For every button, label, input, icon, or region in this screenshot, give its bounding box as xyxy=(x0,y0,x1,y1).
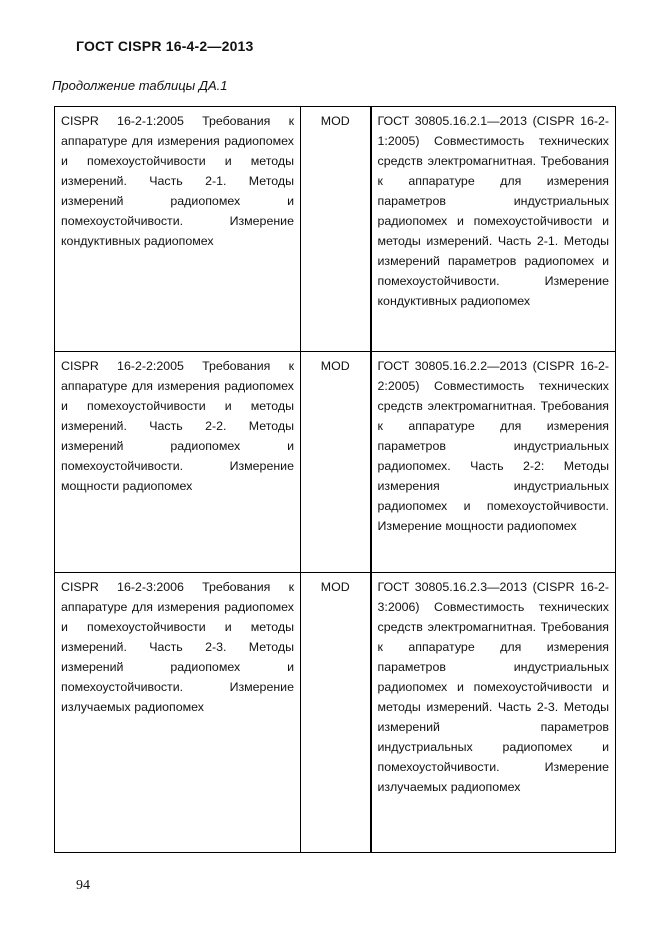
table-row xyxy=(55,352,616,573)
national-standard-cell: ГОСТ 30805.16.2.1—2013 (CISPR 16-2-1:2005) Совместимость технических средств электромагнитная. Требования к аппаратуре для измерения параметров индустриальных радиопомех и помехоустойчивости и методы измерений. Часть 2-1. Методы измерений параметров радиопомех и помехоустойчивости. Измерение кондуктивных радиопомех xyxy=(371,107,616,352)
correspondence-degree-cell: MOD xyxy=(301,107,371,352)
table-row xyxy=(55,107,616,352)
international-standard-cell: CISPR 16-2-1:2005 Требования к аппаратуре для измерения радиопомех и помехоустойчивости и методы измерений. Часть 2-1. Методы измерений радиопомех и помехоустойчивости. Измерение кондуктивных радиопомех xyxy=(55,107,301,352)
table-row xyxy=(55,573,616,853)
table-caption: Продолжение таблицы ДА.1 xyxy=(52,78,228,93)
page-number: 94 xyxy=(76,878,90,893)
national-standard-cell: ГОСТ 30805.16.2.2—2013 (CISPR 16-2-2:2005) Совместимость технических средств электромагнитная. Требования к аппаратуре для измерения параметров индустриальных радиопомех. Часть 2-2: Методы измерения индустриальных радиопомех и помехоустойчивости. Измерение мощности радиопомех xyxy=(371,352,616,573)
national-standard-cell: ГОСТ 30805.16.2.3—2013 (CISPR 16-2-3:2006) Совместимость технических средств электромагнитная. Требования к аппаратуре для измерения параметров индустриальных радиопомех и помехоустойчивости и методы измерений. Часть 2-3. Методы измерений параметров индустриальных радиопомех и помехоустойчивости. Измерение излучаемых радиопомех xyxy=(371,573,616,853)
international-standard-cell: CISPR 16-2-2:2005 Требования к аппаратуре для измерения радиопомех и помехоустойчивости и методы измерений. Часть 2-2. Методы измерений радиопомех и помехоустойчивости. Измерение мощности радиопомех xyxy=(55,352,301,573)
correspondence-degree-cell: MOD xyxy=(301,352,371,573)
document-header: ГОСТ CISPR 16-4-2—2013 xyxy=(76,38,254,54)
standards-correspondence-table xyxy=(54,106,616,853)
international-standard-cell: CISPR 16-2-3:2006 Требования к аппаратуре для измерения радиопомех и помехоустойчивости и методы измерений. Часть 2-3. Методы измерений радиопомех и помехоустойчивости. Измерение излучаемых радиопомех xyxy=(55,573,301,853)
correspondence-degree-cell: MOD xyxy=(301,573,371,853)
